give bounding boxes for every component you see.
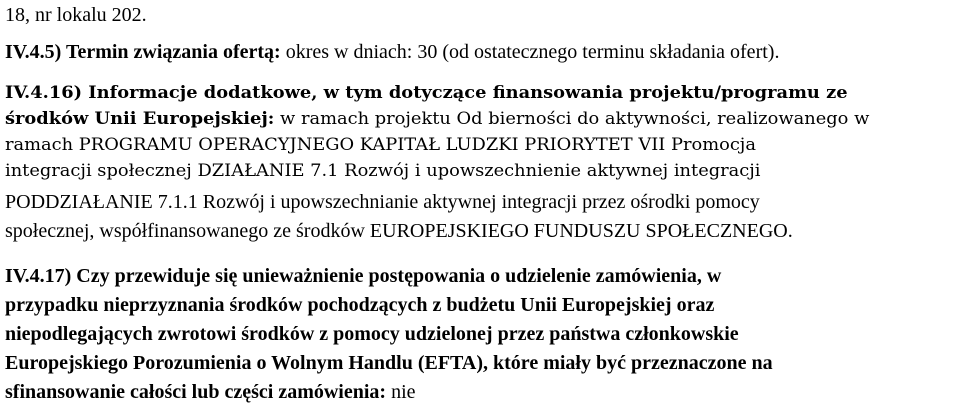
section-iv-4-5 xyxy=(5,38,779,67)
section-iv-4-17-line-3: niepodlegających zwrotowi środków z pomocy udzielonej przez państwa członkowskie xyxy=(5,323,739,345)
section-iv-4-5-heading: IV.4.5) Termin związania ofertą: xyxy=(5,41,281,63)
section-iv-4-16-heading: IV.4.16) Informacje dodatkowe, w tym dotyczące finansowania projektu/programu ze xyxy=(5,83,848,102)
section-iv-4-16 xyxy=(5,80,960,184)
section-iv-4-16-line-5: PODDZIAŁANIE 7.1.1 Rozwój i upowszechnianie aktywnej integracji przez ośrodki pomocy xyxy=(5,191,760,213)
section-iv-4-16-heading-end: środków Unii Europejskiej: xyxy=(5,109,275,128)
section-iv-4-16-line-4: integracji społecznej DZIAŁANIE 7.1 Rozwój i upowszechnienie aktywnej integracji xyxy=(5,161,761,180)
section-iv-4-5-text: okres w dniach: 30 (od ostatecznego terminu składania ofert). xyxy=(280,41,780,63)
section-iv-4-17-line-1: IV.4.17) Czy przewiduje się unieważnienie postępowania o udzielenie zamówienia, w xyxy=(5,265,722,287)
section-iv-4-17-question-end: sfinansowanie całości lub części zamówienia: xyxy=(5,381,387,403)
address-fragment: 18, nr lokalu 202. xyxy=(5,4,147,26)
section-iv-4-16-line-6: społecznej, współfinansowanego ze środków EUROPEJSKIEGO FUNDUSZU SPOŁECZNEGO. xyxy=(5,220,793,242)
section-iv-4-17-line-5 xyxy=(5,378,773,407)
section-iv-4-17 xyxy=(5,262,773,407)
section-iv-4-17-answer: nie xyxy=(386,381,416,403)
section-iv-4-17-line-2: przypadku nieprzyznania środków pochodzących z budżetu Unii Europejskiej oraz xyxy=(5,294,715,316)
section-iv-4-16-text: w ramach projektu Od bierności do aktywności, realizowanego w xyxy=(274,109,870,128)
section-iv-4-16-continuation xyxy=(5,188,793,246)
section-iv-4-16-line-2 xyxy=(5,106,960,132)
section-iv-4-17-line-4: Europejskiego Porozumienia o Wolnym Handlu (EFTA), które miały być przeznaczone na xyxy=(5,352,773,374)
section-iv-4-16-line-3: ramach PROGRAMU OPERACYJNEGO KAPITAŁ LUDZKI PRIORYTET VII Promocja xyxy=(5,135,756,154)
